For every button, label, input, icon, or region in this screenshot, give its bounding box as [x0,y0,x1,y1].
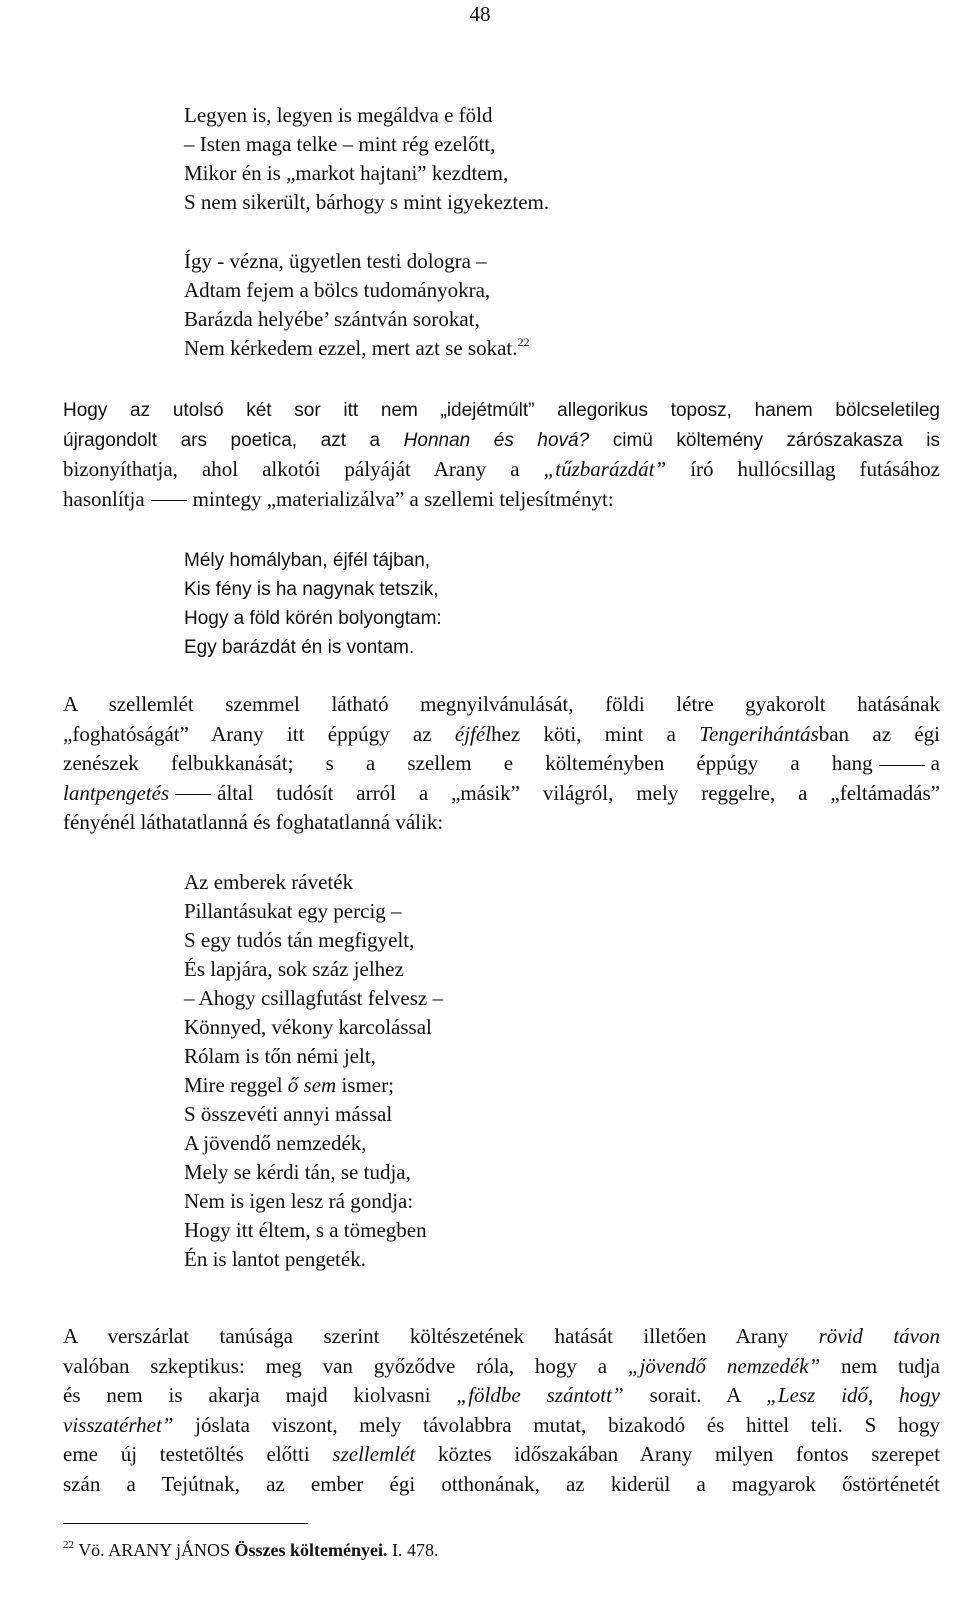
paragraph-line [63,426,940,456]
verse-line: Mely se kérdi tán, se tudja, [184,1160,411,1184]
verse-line: Mikor én is „markot hajtani” kezdtem, [184,161,509,185]
footnote-text: I. 478. [392,1540,439,1560]
text: hez köti, mint a [491,721,676,746]
verse-line: Mély homályban, éjfél tájban, [184,550,431,571]
paragraph-3 [63,1322,940,1499]
paragraph-line [63,1411,940,1441]
emphasis: rövid távon [818,1324,940,1348]
work-title: visszatérhet” [63,1412,174,1437]
emphasis: „földbe szántott” [456,1383,624,1407]
verse-line: Könnyed, vékony karcolással [184,1015,432,1039]
footnote-number: 22 [63,1539,74,1551]
text: eme új testetöltés előtti [63,1442,310,1466]
poem-stanza-1 [184,101,549,217]
page-number: 48 [469,2,491,26]
verse-line: Kis fény is ha nagynak tetszik, [184,579,439,600]
paragraph-line: fényénél láthatatlanná és foghatatlanná válik: [63,810,444,834]
text: jóslata viszont, mely távolabbra mutat, bizakodó és hittel teli. S hogy [195,1412,940,1437]
verse-line: És lapjára, sok száz jelhez [184,957,404,981]
text: zenészek felbukkanását; s a szellem e költeményben éppúgy a hang [63,751,873,775]
poem-stanza-2 [184,247,530,363]
verse-line: S összevéti annyi mással [184,1102,393,1126]
emphasis: „jövendő nemzedék” [627,1353,821,1378]
paragraph-1 [63,396,940,514]
paragraph-line [63,1322,940,1352]
em-dash [151,500,187,501]
paragraph-line [63,455,940,485]
text: újragondolt ars poetica, azt a [63,429,381,451]
verse-line: Így - vézna, ügyetlen testi dologra – [184,249,487,273]
verse-line: Hogy itt éltem, s a tömegben [184,1218,427,1242]
paragraph-line [63,1352,940,1382]
paragraph-2 [63,690,940,838]
text: cimü költemény zárószakasza is [612,429,940,451]
verse-line: Nem is igen lesz rá gondja: [184,1189,414,1213]
poem-stanza-4 [184,868,443,1274]
paragraph-line: szán a Tejútnak, az ember égi otthonának, az kiderül a magyarok őstörténetét [63,1471,940,1496]
text: által tudósít arról a „másik” világról, mely reggelre, a „feltámadás” [217,780,940,805]
verse-line: Én is lantot pengeték. [184,1247,366,1271]
verse-line [184,334,530,363]
verse-line: Rólam is tőn némi jelt, [184,1044,376,1068]
verse-line: Adtam fejem a bölcs tudományokra, [184,278,491,302]
text: ismer; [341,1073,394,1097]
paragraph-line [63,749,940,779]
verse-line: Hogy a föld körén bolyongtam: [184,608,442,629]
paragraph-line [63,1440,940,1470]
verse-line: Egy barázdát én is vontam. [184,637,415,658]
verse-line: Barázda helyébe’ szántván sorokat, [184,307,480,331]
verse-line: S nem sikerült, bárhogy s mint igyekeztem. [184,190,550,214]
footnote-title: Összes költeményei. [234,1540,388,1560]
emphasis: lantpengetés [63,780,170,805]
text: sorait. A [649,1383,741,1407]
emphasis: szellemlét [332,1442,416,1466]
work-title: Tengerihántás [699,721,819,746]
text: A verszárlat tanúsága szerint költészetének hatását illetően Arany [63,1324,789,1348]
poem-stanza-3 [184,546,442,662]
text: „foghatóságát” Arany itt éppúgy az [63,721,432,746]
text: valóban szkeptikus: meg van győződve róla, hogy a [63,1353,608,1378]
text: író hullócsillag futásához [690,457,941,481]
paragraph-line: Hogy az utolsó két sor itt nem „idejétmúlt” allegorikus toposz, hanem bölcseletileg [63,400,940,421]
text: Mire reggel [184,1073,283,1097]
verse-line: – Isten maga telke – mint rég ezelőtt, [184,132,496,156]
text: nem tudja [841,1353,940,1378]
emphasis: éjfél [454,721,492,746]
verse-line: S egy tudós tán megfigyelt, [184,928,415,952]
em-dash [879,765,925,766]
footnote-separator [63,1523,308,1524]
text: mintegy „materializálva” a szellemi teljesítményt: [192,486,614,511]
paragraph-line [63,1381,940,1411]
em-dash [175,794,211,795]
work-title: Honnan és hová? [403,429,590,451]
text: hasonlítja [63,486,145,511]
verse-text: Nem kérkedem ezzel, mert azt se sokat. [184,336,518,360]
work-title: „Lesz idő, hogy [766,1383,941,1407]
emphasis: ő sem [287,1073,337,1097]
emphasis: „tűzbarázdát” [543,457,667,481]
paragraph-line [63,485,940,515]
footnote-text: Vö. ARANY jÁNOS [78,1540,231,1560]
verse-line: – Ahogy csillagfutást felvesz – [184,986,443,1010]
paragraph-line [63,720,940,750]
verse-line: Az emberek ráveték [184,870,354,894]
paragraph-line [63,779,940,809]
text: köztes időszakában Arany milyen fontos szerepet [437,1442,941,1466]
verse-line: Pillantásukat egy percig – [184,899,402,923]
paragraph-line: A szellemlét szemmel látható megnyilvánulását, földi létre gyakorolt hatásának [63,692,940,716]
text: és nem is akarja majd kiolvasni [63,1383,431,1407]
text: a [930,751,940,775]
text: bizonyíthatja, ahol alkotói pályáját Arany a [63,457,520,481]
footnote [63,1540,439,1561]
verse-line [184,1071,443,1100]
verse-line: Legyen is, legyen is megáldva e föld [184,103,493,127]
verse-line: A jövendő nemzedék, [184,1131,367,1155]
footnote-reference[interactable]: 22 [517,335,530,349]
text: ban az égi [818,721,941,746]
